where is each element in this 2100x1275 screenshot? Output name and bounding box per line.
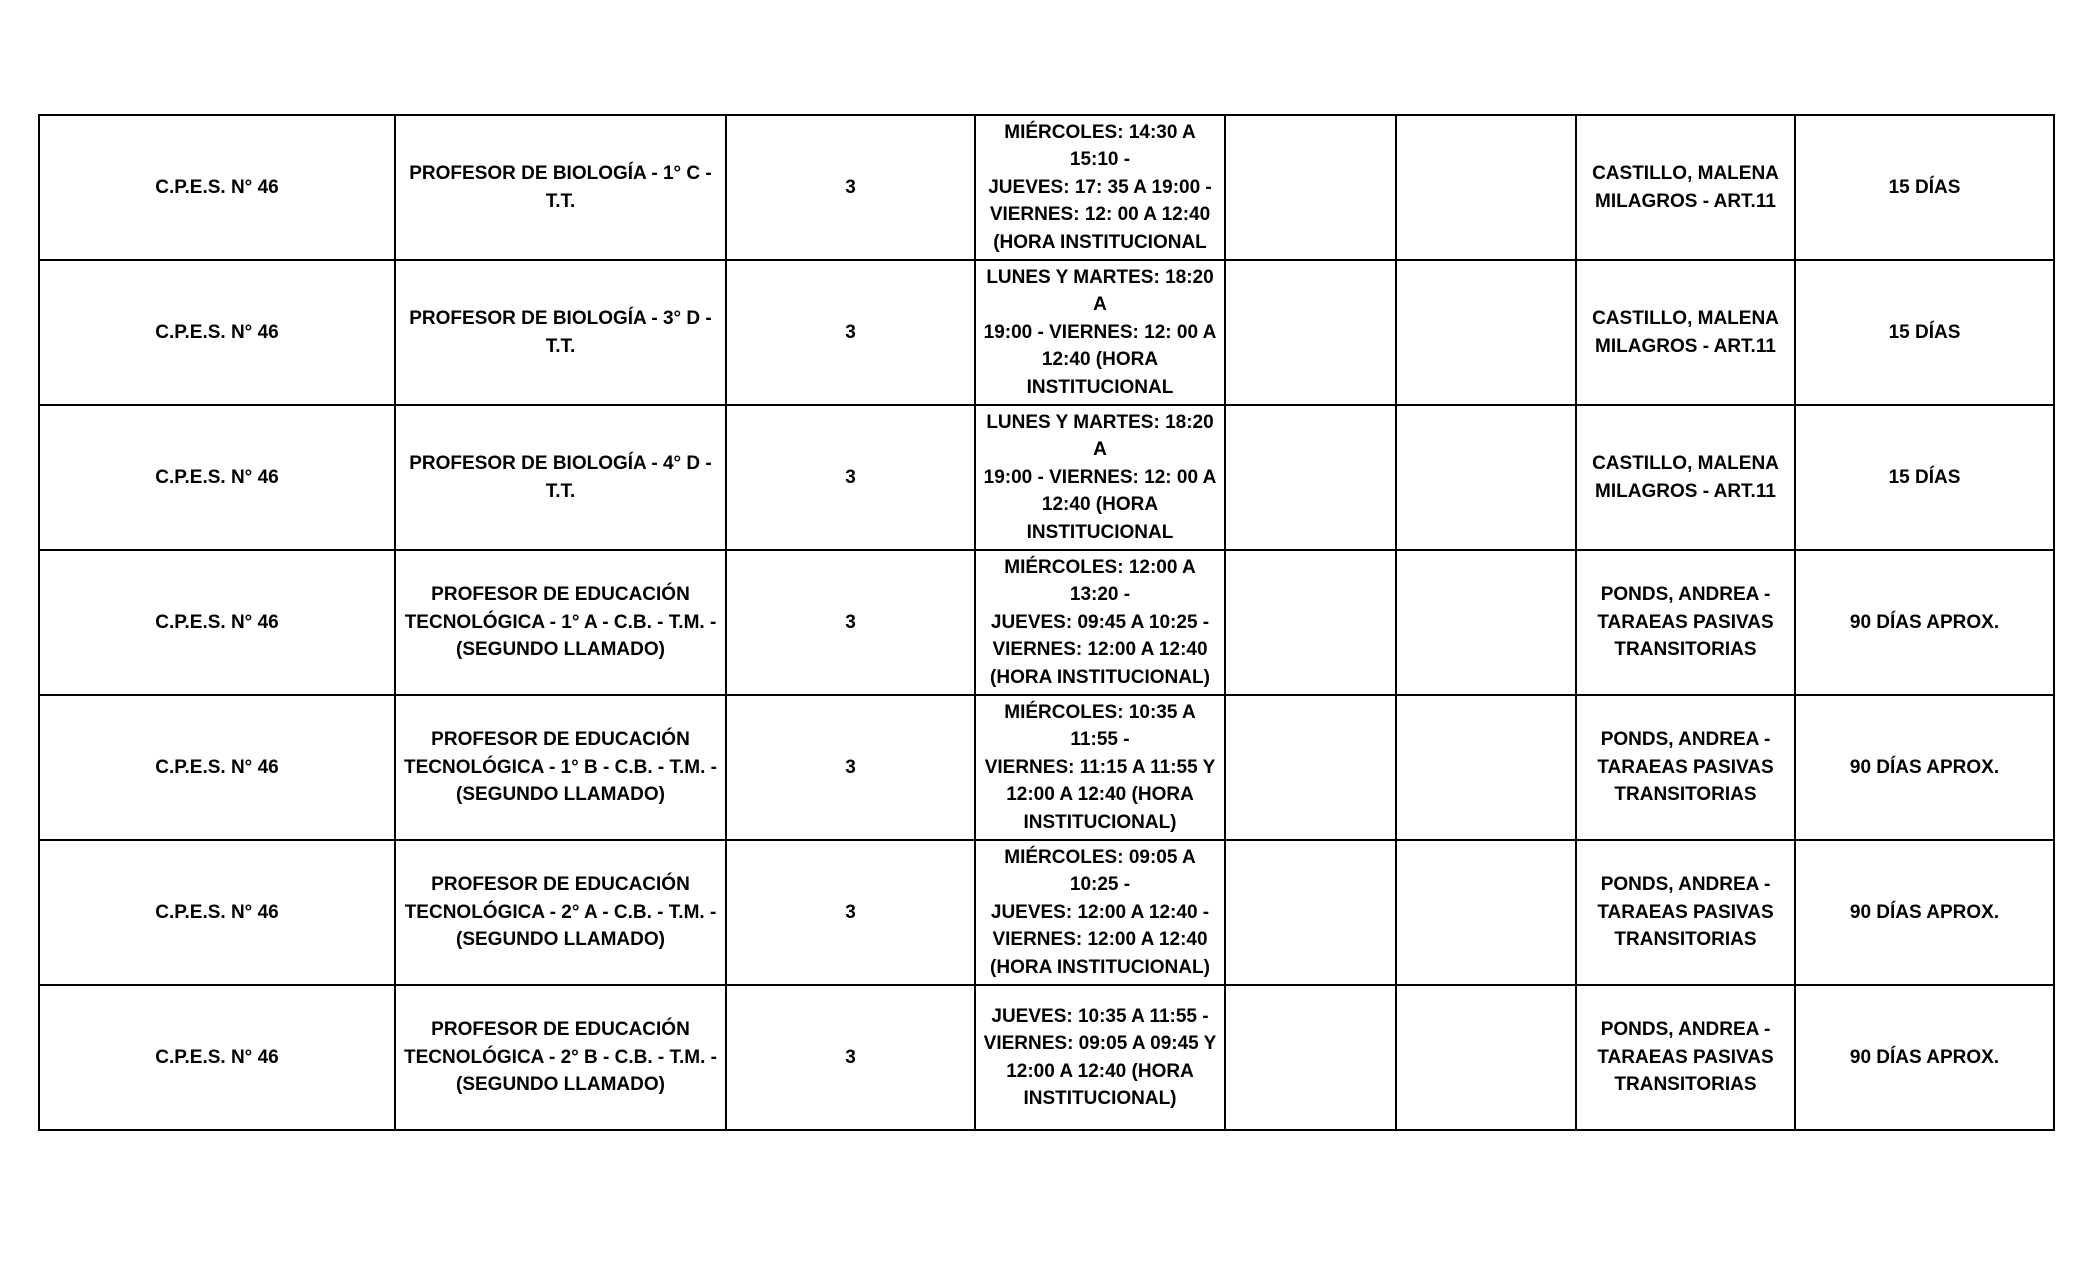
duration-text: 15 DÍAS [1888,466,1961,488]
holder-cell [1576,840,1795,985]
hours-text: 3 [845,901,856,923]
duration-text: 15 DÍAS [1888,321,1961,343]
position-cell [395,840,726,985]
holder-text: PONDS, ANDREA - TARAEAS PASIVAS TRANSITORIAS [1597,584,1774,661]
position-cell [395,985,726,1130]
position-cell [395,695,726,840]
hours-cell [726,840,975,985]
empty-cell-6 [1396,695,1576,840]
holder-cell [1576,405,1795,550]
empty-cell-5 [1225,550,1396,695]
schedule-cell [975,985,1225,1130]
table-row [39,550,2054,695]
table-row [39,985,2054,1130]
position-cell [395,550,726,695]
institution-text: C.P.E.S. N° 46 [155,176,279,198]
duration-cell [1795,985,2054,1130]
institution-cell [39,115,395,260]
schedule-cell [975,550,1225,695]
hours-cell [726,695,975,840]
schedule-cell [975,695,1225,840]
schedule-text: MIÉRCOLES: 09:05 A 10:25 - JUEVES: 12:00 A 12:40 - VIERNES: 12:00 A 12:40 (HORA INSTITUCIONAL) [990,846,1210,978]
empty-cell-5 [1225,695,1396,840]
vacancy-table [38,114,2055,1131]
empty-cell-5 [1225,985,1396,1130]
institution-cell [39,695,395,840]
position-text: PROFESOR DE EDUCACIÓN TECNOLÓGICA - 1° B - C.B. - T.M. - (SEGUNDO LLAMADO) [404,729,717,806]
empty-cell-5 [1225,260,1396,405]
hours-text: 3 [845,176,856,198]
hours-cell [726,550,975,695]
holder-text: PONDS, ANDREA - TARAEAS PASIVAS TRANSITORIAS [1597,729,1774,806]
hours-text: 3 [845,321,856,343]
institution-text: C.P.E.S. N° 46 [155,756,279,778]
position-text: PROFESOR DE BIOLOGÍA - 3° D - T.T. [409,308,712,357]
position-text: PROFESOR DE BIOLOGÍA - 1° C - T.T. [409,163,712,212]
holder-text: PONDS, ANDREA - TARAEAS PASIVAS TRANSITORIAS [1597,874,1774,951]
holder-cell [1576,260,1795,405]
holder-cell [1576,985,1795,1130]
hours-text: 3 [845,611,856,633]
empty-cell-5 [1225,840,1396,985]
position-cell [395,405,726,550]
schedule-text: LUNES Y MARTES: 18:20 A 19:00 - VIERNES: 12: 00 A 12:40 (HORA INSTITUCIONAL [983,411,1217,543]
empty-cell-6 [1396,115,1576,260]
schedule-cell [975,405,1225,550]
table-row [39,115,2054,260]
hours-cell [726,985,975,1130]
duration-cell [1795,260,2054,405]
position-cell [395,115,726,260]
position-text: PROFESOR DE EDUCACIÓN TECNOLÓGICA - 1° A - C.B. - T.M. - (SEGUNDO LLAMADO) [404,584,717,661]
position-text: PROFESOR DE EDUCACIÓN TECNOLÓGICA - 2° B - C.B. - T.M. - (SEGUNDO LLAMADO) [404,1019,717,1096]
table-row [39,260,2054,405]
institution-cell [39,550,395,695]
table-row [39,840,2054,985]
holder-text: PONDS, ANDREA - TARAEAS PASIVAS TRANSITORIAS [1597,1019,1774,1096]
institution-text: C.P.E.S. N° 46 [155,901,279,923]
institution-text: C.P.E.S. N° 46 [155,1046,279,1068]
institution-cell [39,985,395,1130]
table-body [39,115,2054,1130]
schedule-text: MIÉRCOLES: 12:00 A 13:20 - JUEVES: 09:45 A 10:25 - VIERNES: 12:00 A 12:40 (HORA INSTITUCIONAL) [990,556,1210,688]
institution-cell [39,840,395,985]
empty-cell-5 [1225,115,1396,260]
duration-cell [1795,550,2054,695]
duration-text: 90 DÍAS APROX. [1849,1046,2000,1068]
institution-cell [39,405,395,550]
hours-cell [726,405,975,550]
duration-cell [1795,115,2054,260]
table-row [39,405,2054,550]
empty-cell-6 [1396,985,1576,1130]
schedule-text: MIÉRCOLES: 10:35 A 11:55 - VIERNES: 11:15 A 11:55 Y 12:00 A 12:40 (HORA INSTITUCIONAL) [984,701,1216,833]
schedule-cell [975,840,1225,985]
holder-cell [1576,115,1795,260]
institution-text: C.P.E.S. N° 46 [155,466,279,488]
institution-text: C.P.E.S. N° 46 [155,321,279,343]
empty-cell-6 [1396,260,1576,405]
empty-cell-6 [1396,550,1576,695]
hours-text: 3 [845,1046,856,1068]
holder-text: CASTILLO, MALENA MILAGROS - ART.11 [1592,308,1779,357]
duration-cell [1795,695,2054,840]
empty-cell-5 [1225,405,1396,550]
holder-cell [1576,550,1795,695]
empty-cell-6 [1396,405,1576,550]
institution-text: C.P.E.S. N° 46 [155,611,279,633]
hours-text: 3 [845,466,856,488]
holder-text: CASTILLO, MALENA MILAGROS - ART.11 [1592,453,1779,502]
schedule-text: LUNES Y MARTES: 18:20 A 19:00 - VIERNES: 12: 00 A 12:40 (HORA INSTITUCIONAL [983,266,1217,398]
table-row [39,695,2054,840]
institution-cell [39,260,395,405]
position-text: PROFESOR DE EDUCACIÓN TECNOLÓGICA - 2° A - C.B. - T.M. - (SEGUNDO LLAMADO) [404,874,717,951]
schedule-cell [975,115,1225,260]
schedule-text: JUEVES: 10:35 A 11:55 - VIERNES: 09:05 A 09:45 Y 12:00 A 12:40 (HORA INSTITUCIONAL) [983,1005,1217,1109]
hours-cell [726,260,975,405]
hours-text: 3 [845,756,856,778]
duration-text: 90 DÍAS APROX. [1849,756,2000,778]
position-text: PROFESOR DE BIOLOGÍA - 4° D - T.T. [409,453,712,502]
position-cell [395,260,726,405]
empty-cell-6 [1396,840,1576,985]
duration-text: 90 DÍAS APROX. [1849,901,2000,923]
schedule-cell [975,260,1225,405]
duration-text: 90 DÍAS APROX. [1849,611,2000,633]
holder-cell [1576,695,1795,840]
duration-cell [1795,405,2054,550]
holder-text: CASTILLO, MALENA MILAGROS - ART.11 [1592,163,1779,212]
duration-cell [1795,840,2054,985]
hours-cell [726,115,975,260]
duration-text: 15 DÍAS [1888,176,1961,198]
schedule-text: MIÉRCOLES: 14:30 A 15:10 - JUEVES: 17: 35 A 19:00 - VIERNES: 12: 00 A 12:40 (HORA INSTITUCIONAL [988,121,1212,253]
